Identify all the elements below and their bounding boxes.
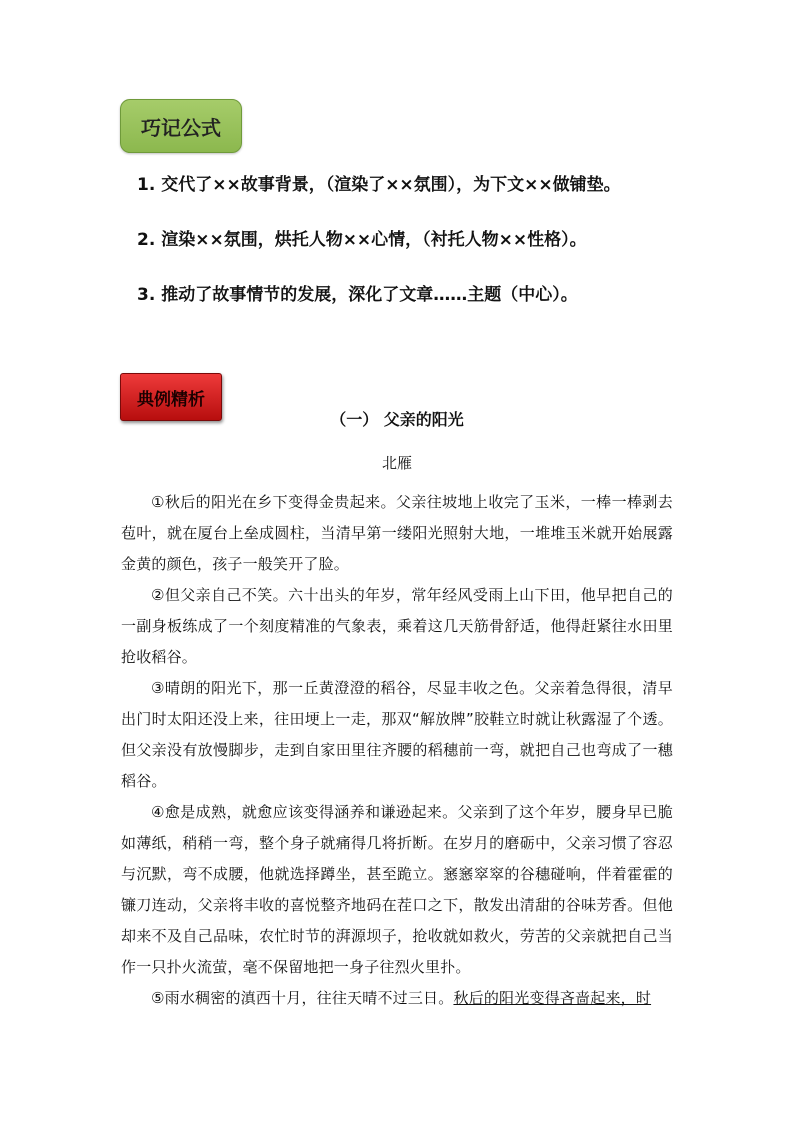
article-title: （一） 父亲的阳光	[330, 410, 464, 429]
example-badge: 典例精析	[120, 373, 222, 421]
paragraph-5	[121, 983, 673, 1014]
formula-badge: 巧记公式	[120, 99, 242, 153]
paragraph-5-start: ⑤雨水稠密的滇西十月，往往天晴不过三日。	[151, 989, 454, 1007]
article-body	[121, 487, 673, 1014]
paragraph-3: ③晴朗的阳光下，那一丘黄澄澄的稻谷，尽显丰收之色。父亲着急得很，清早出门时太阳还没上来，往田埂上一走，那双“解放牌”胶鞋立时就让秋露湿了个透。但父亲没有放慢脚步，走到自家田里往齐腰的稻穗前一弯，就把自己也弯成了一穗稻谷。	[121, 679, 673, 790]
article-author: 北雁	[381, 454, 412, 472]
formula-line-2: 2. 渲染××氛围，烘托人物××心情，（衬托人物××性格）。	[137, 230, 587, 250]
paragraph-2: ②但父亲自己不笑。六十出头的年岁，常年经风受雨上山下田，他早把自己的一副身板练成了一个刻度精准的气象表，乘着这几天筋骨舒适，他得赶紧往水田里抢收稻谷。	[121, 586, 673, 666]
paragraph-5-underlined: 秋后的阳光变得吝啬起来，时	[453, 989, 652, 1007]
formula-line-1: 1. 交代了××故事背景，（渲染了××氛围），为下文××做铺垫。	[137, 175, 621, 195]
formula-line-3: 3. 推动了故事情节的发展，深化了文章……主题（中心）。	[137, 285, 578, 305]
paragraph-4: ④愈是成熟，就愈应该变得涵养和谦逊起来。父亲到了这个年岁，腰身早已脆如薄纸，稍稍一弯，整个身子就痛得几将折断。在岁月的磨砺中，父亲习惯了容忍与沉默，弯不成腰，他就选择蹲坐，甚至跪立。窸窸窣窣的谷穗碰响，伴着霍霍的镰刀连动，父亲将丰收的喜悦整齐地码在茬口之下，散发出清甜的谷味芳香。但他却来不及自己品味，农忙时节的湃源坝子，抢收就如救火，劳苦的父亲就把自己当作一只扑火流萤，毫不保留地把一身子往烈火里扑。	[121, 803, 673, 976]
paragraph-1: ①秋后的阳光在乡下变得金贵起来。父亲往坡地上收完了玉米，一棒一棒剥去苞叶，就在厦台上垒成圆柱，当清早第一缕阳光照射大地，一堆堆玉米就开始展露金黄的颜色，孩子一般笑开了脸。	[121, 493, 673, 573]
